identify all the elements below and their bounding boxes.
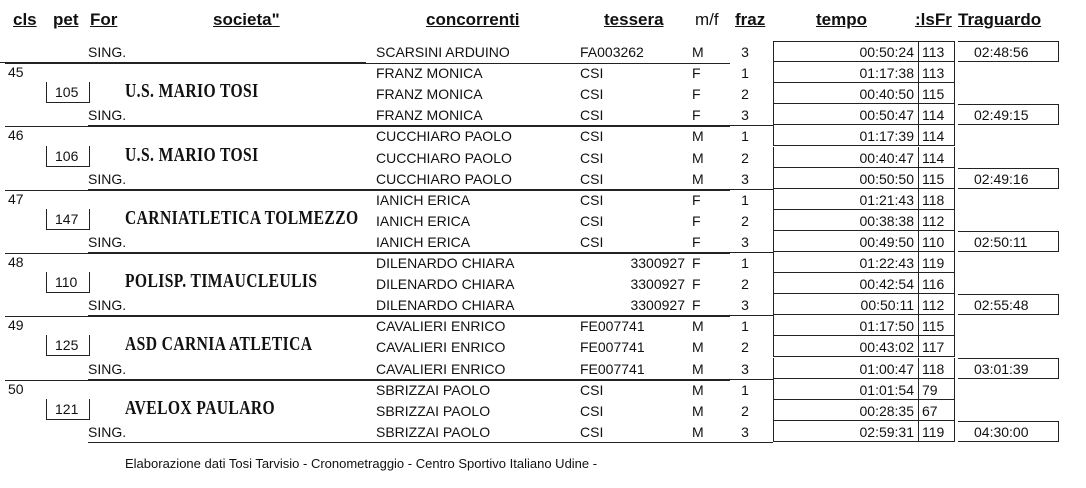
time-cell-border <box>773 400 774 421</box>
leg-rank: 118 <box>922 191 945 208</box>
time-cell-border <box>773 124 954 125</box>
rank-cell-border <box>954 400 955 421</box>
header-cls: cls <box>13 10 37 29</box>
competitor-sex: M <box>692 423 704 440</box>
leg-number: 2 <box>741 86 749 103</box>
bib-number: 105 <box>55 84 79 101</box>
group-divider <box>5 126 730 127</box>
competitor-card: CSI <box>580 212 604 229</box>
time-cell-border <box>773 378 954 379</box>
leg-rank: 117 <box>922 339 945 356</box>
leg-rank: 112 <box>922 297 945 314</box>
time-cell-border <box>773 82 954 83</box>
leg-number: 2 <box>741 276 749 293</box>
leg-rank: 115 <box>922 86 945 103</box>
rank-cell-border <box>954 41 955 62</box>
group-divider <box>5 63 730 64</box>
leg-time: 01:01:54 <box>859 381 914 398</box>
leg-number: 2 <box>741 212 749 229</box>
time-cell-border <box>773 358 774 379</box>
finish-cell-border <box>958 41 1058 42</box>
single-label: SING. <box>88 423 127 440</box>
competitor-card: CSI <box>580 423 604 440</box>
time-cell-border <box>918 400 919 421</box>
time-cell-border <box>773 336 774 357</box>
time-cell-border <box>773 294 774 315</box>
rank-cell-border <box>954 336 955 357</box>
header-clsfr: :lsFr <box>915 10 952 29</box>
team-name: POLISP. TIMAUCLEULIS <box>125 270 318 293</box>
leg-time: 00:28:35 <box>859 402 914 419</box>
bib-number: 110 <box>55 274 78 291</box>
time-cell-border <box>773 315 774 336</box>
finish-time: 02:50:11 <box>974 233 1028 250</box>
footer-credits: Elaborazione dati Tosi Tarvisio - Cronometraggio - Centro Sportivo Italiano Udine - <box>125 456 598 471</box>
leg-number: 3 <box>741 44 749 60</box>
competitor-card: 3300927 <box>630 297 685 314</box>
single-label: SING. <box>88 360 127 377</box>
leg-number: 3 <box>741 423 749 440</box>
header-mf: m/f <box>695 10 719 29</box>
leg-number: 3 <box>741 170 749 187</box>
leg-rank: 114 <box>922 149 945 166</box>
rank-cell-border <box>954 294 955 315</box>
time-cell-border <box>773 209 954 210</box>
header-pet: pet <box>53 10 79 29</box>
finish-cell-border <box>958 314 1058 315</box>
time-cell-border <box>773 251 954 252</box>
competitor-card: CSI <box>580 402 604 419</box>
leg-rank: 115 <box>922 318 945 335</box>
finish-cell-border <box>958 358 1058 359</box>
competitor-name: SCARSINI ARDUINO <box>376 44 510 60</box>
finish-cell-border <box>1058 104 1059 125</box>
leg-time: 00:50:50 <box>859 170 914 187</box>
leg-rank: 79 <box>922 381 938 398</box>
competitor-name: CAVALIERI ENRICO <box>376 318 506 335</box>
time-cell-border <box>773 399 954 400</box>
competitor-card: CSI <box>580 191 604 208</box>
competitor-sex: M <box>692 170 704 187</box>
bib-number: 147 <box>55 210 79 227</box>
header-tempo: tempo <box>816 10 867 29</box>
leg-number: 1 <box>741 128 749 145</box>
finish-cell-border <box>958 61 1058 62</box>
rank-cell-border <box>954 379 955 400</box>
time-cell-border <box>918 421 919 442</box>
header-traguardo: Traguardo <box>958 10 1042 29</box>
time-cell-border <box>918 125 919 146</box>
finish-time: 02:55:48 <box>974 297 1029 314</box>
finish-cell-border <box>958 378 1058 379</box>
finish-cell-border <box>1058 358 1059 379</box>
time-cell-border <box>773 230 954 231</box>
time-cell-border <box>918 62 919 83</box>
rank-position: 46 <box>8 127 24 144</box>
finish-time: 02:48:56 <box>974 44 1029 60</box>
competitor-name: IANICH ERICA <box>376 191 471 208</box>
leg-number: 3 <box>741 233 749 250</box>
rank-cell-border <box>954 273 955 294</box>
time-cell-border <box>918 315 919 336</box>
single-label: SING. <box>88 170 127 187</box>
header-fraz: fraz <box>735 10 766 29</box>
header-for: For <box>90 10 118 29</box>
rank-cell-border <box>954 189 955 210</box>
finish-cell-border <box>958 168 1058 169</box>
header-societa: societa" <box>213 10 280 29</box>
leg-rank: 110 <box>922 233 945 250</box>
finish-cell-border <box>958 251 1058 252</box>
time-cell-border <box>918 168 919 189</box>
time-cell-border <box>773 168 774 189</box>
competitor-name: DILENARDO CHIARA <box>376 297 515 314</box>
time-cell-border <box>773 61 954 62</box>
leg-number: 2 <box>741 339 749 356</box>
leg-number: 1 <box>741 255 749 271</box>
rank-cell-border <box>954 231 955 252</box>
time-cell-border <box>773 210 774 231</box>
finish-cell-border <box>1058 294 1059 315</box>
leg-time: 00:50:24 <box>859 44 914 60</box>
leg-time: 01:00:47 <box>859 360 914 377</box>
leg-time: 01:17:39 <box>859 128 914 145</box>
competitor-name: DILENARDO CHIARA <box>376 276 515 293</box>
competitor-sex: M <box>692 318 704 335</box>
competitor-name: SBRIZZAI PAOLO <box>376 381 491 398</box>
time-cell-border <box>773 272 954 273</box>
header-concorrenti: concorrenti <box>426 10 520 29</box>
leg-time: 00:50:47 <box>859 107 914 124</box>
time-cell-border <box>918 231 919 252</box>
competitor-sex: F <box>692 65 701 82</box>
rank-cell-border <box>954 168 955 189</box>
bib-number: 125 <box>55 337 79 354</box>
leg-rank: 116 <box>922 276 945 293</box>
competitor-card: CSI <box>580 107 604 124</box>
time-cell-border <box>773 104 774 125</box>
group-divider <box>5 380 730 381</box>
time-cell-border <box>918 273 919 294</box>
competitor-card: FE007741 <box>580 360 645 377</box>
leg-time: 00:42:54 <box>859 276 914 293</box>
competitor-card: FE007741 <box>580 339 645 356</box>
finish-cell-border <box>1058 421 1059 442</box>
leg-time: 00:40:50 <box>859 86 914 103</box>
rank-cell-border <box>954 125 955 146</box>
leg-number: 3 <box>741 360 749 377</box>
finish-cell-border <box>1058 41 1059 62</box>
rank-cell-border <box>954 315 955 336</box>
finish-cell-border <box>958 421 1058 422</box>
competitor-name: SBRIZZAI PAOLO <box>376 402 491 419</box>
competitor-name: SBRIZZAI PAOLO <box>376 423 491 440</box>
leg-time: 01:17:38 <box>859 65 914 82</box>
time-cell-border <box>918 294 919 315</box>
leg-time: 01:21:43 <box>859 191 914 208</box>
leg-number: 2 <box>741 149 749 166</box>
rank-cell-border <box>954 104 955 125</box>
leg-rank: 112 <box>922 212 945 229</box>
team-name: AVELOX PAULARO <box>125 396 276 419</box>
time-cell-border <box>773 189 774 210</box>
leg-time: 00:38:38 <box>859 212 914 229</box>
time-cell-border <box>918 358 919 379</box>
finish-cell-border <box>958 124 1058 125</box>
competitor-sex: F <box>692 191 701 208</box>
leg-time: 00:40:47 <box>859 149 914 166</box>
time-cell-border <box>918 252 919 273</box>
team-name: U.S. MARIO TOSI <box>125 80 259 103</box>
time-cell-border <box>773 188 954 189</box>
row-divider <box>88 442 773 443</box>
competitor-sex: M <box>692 44 704 60</box>
time-cell-border <box>773 252 774 273</box>
leg-rank: 115 <box>922 170 945 187</box>
rank-position: 50 <box>8 380 24 397</box>
leg-number: 2 <box>741 402 749 419</box>
competitor-name: CAVALIERI ENRICO <box>376 360 506 377</box>
rank-position: 47 <box>8 190 24 207</box>
competitor-sex: M <box>692 149 704 166</box>
finish-cell-border <box>958 294 1058 295</box>
leg-number: 1 <box>741 318 749 335</box>
time-cell-border <box>773 125 774 146</box>
group-divider <box>5 190 730 191</box>
leg-rank: 119 <box>922 423 945 440</box>
leg-time: 02:59:31 <box>859 423 914 440</box>
time-cell-border <box>918 147 919 168</box>
competitor-name: FRANZ MONICA <box>376 86 483 103</box>
rank-position: 49 <box>8 317 24 334</box>
competitor-sex: F <box>692 255 701 271</box>
time-cell-border <box>773 335 954 336</box>
time-cell-border <box>773 167 954 168</box>
leg-number: 1 <box>741 65 749 82</box>
time-cell-border <box>773 356 954 357</box>
competitor-sex: F <box>692 276 701 293</box>
leg-rank: 113 <box>922 44 945 60</box>
leg-rank: 113 <box>922 65 945 82</box>
leg-time: 01:17:50 <box>859 318 914 335</box>
time-cell-border <box>773 293 954 294</box>
competitor-sex: M <box>692 381 704 398</box>
finish-time: 03:01:39 <box>974 360 1029 377</box>
rank-cell-border <box>954 421 955 442</box>
time-cell-border <box>773 441 954 442</box>
competitor-name: CUCCHIARO PAOLO <box>376 128 512 145</box>
competitor-card: 3300927 <box>630 276 685 293</box>
finish-cell-border <box>958 104 1058 105</box>
competitor-name: IANICH ERICA <box>376 212 471 229</box>
time-cell-border <box>773 421 774 442</box>
single-label: SING. <box>88 233 127 250</box>
rank-cell-border <box>954 147 955 168</box>
time-cell-border <box>918 336 919 357</box>
rank-cell-border <box>954 83 955 104</box>
rank-cell-border <box>954 210 955 231</box>
competitor-card: CSI <box>580 128 604 145</box>
competitor-card: CSI <box>580 381 604 398</box>
leg-number: 3 <box>741 297 749 314</box>
team-name: CARNIATLETICA TOLMEZZO <box>125 206 359 229</box>
rank-cell-border <box>954 62 955 83</box>
time-cell-border <box>773 379 774 400</box>
team-name: ASD CARNIA ATLETICA <box>125 333 313 356</box>
leg-time: 00:43:02 <box>859 339 914 356</box>
competitor-card: FA003262 <box>580 44 644 60</box>
leg-rank: 119 <box>922 255 945 271</box>
time-cell-border <box>773 273 774 294</box>
single-label: SING. <box>88 107 127 124</box>
competitor-card: CSI <box>580 233 604 250</box>
time-cell-border <box>773 420 954 421</box>
time-cell-border <box>918 379 919 400</box>
time-cell-border <box>773 41 774 62</box>
leg-rank: 118 <box>922 360 945 377</box>
bib-number: 121 <box>55 400 79 417</box>
team-name: U.S. MARIO TOSI <box>125 143 259 166</box>
finish-time: 04:30:00 <box>974 423 1029 440</box>
competitor-card: FE007741 <box>580 318 645 335</box>
time-cell-border <box>918 104 919 125</box>
header-tessera: tessera <box>604 10 664 29</box>
competitor-name: FRANZ MONICA <box>376 107 483 124</box>
time-cell-border <box>918 210 919 231</box>
finish-time: 02:49:15 <box>974 107 1029 124</box>
competitor-sex: F <box>692 212 701 229</box>
leg-time: 00:49:50 <box>859 233 914 250</box>
competitor-card: 3300927 <box>630 255 685 271</box>
rank-position: 45 <box>8 64 24 81</box>
competitor-card: CSI <box>580 170 604 187</box>
bib-number: 106 <box>55 147 79 164</box>
competitor-name: CAVALIERI ENRICO <box>376 339 506 356</box>
finish-time: 02:49:16 <box>974 170 1029 187</box>
leg-number: 1 <box>741 381 749 398</box>
finish-cell-border <box>958 188 1058 189</box>
time-cell-border <box>773 83 774 104</box>
competitor-sex: M <box>692 339 704 356</box>
competitor-sex: M <box>692 360 704 377</box>
competitor-sex: M <box>692 128 704 145</box>
competitor-name: IANICH ERICA <box>376 233 471 250</box>
leg-rank: 114 <box>922 107 945 124</box>
time-cell-border <box>773 103 954 104</box>
time-cell-border <box>773 145 954 146</box>
finish-cell-border <box>958 231 1058 232</box>
competitor-sex: M <box>692 402 704 419</box>
finish-cell-border <box>958 441 1058 442</box>
time-cell-border <box>773 231 774 252</box>
time-cell-border <box>773 314 954 315</box>
time-cell-border <box>918 41 919 62</box>
finish-cell-border <box>1058 168 1059 189</box>
leg-number: 1 <box>741 191 749 208</box>
leg-rank: 67 <box>922 402 938 419</box>
competitor-card: CSI <box>580 86 604 103</box>
finish-cell-border <box>1058 231 1059 252</box>
competitor-sex: F <box>692 86 701 103</box>
rank-position: 48 <box>8 254 24 270</box>
competitor-sex: F <box>692 233 701 250</box>
rank-cell-border <box>954 358 955 379</box>
time-cell-border <box>773 62 774 83</box>
competitor-name: CUCCHIARO PAOLO <box>376 170 512 187</box>
competitor-name: FRANZ MONICA <box>376 65 483 82</box>
competitor-name: DILENARDO CHIARA <box>376 255 515 271</box>
time-cell-border <box>918 189 919 210</box>
competitor-card: CSI <box>580 65 604 82</box>
leg-time: 00:50:11 <box>860 297 914 314</box>
competitor-sex: F <box>692 297 701 314</box>
leg-rank: 114 <box>922 128 945 145</box>
competitor-name: CUCCHIARO PAOLO <box>376 149 512 166</box>
single-label: SING. <box>88 44 127 60</box>
competitor-sex: F <box>692 107 701 124</box>
leg-number: 3 <box>741 107 749 124</box>
rank-cell-border <box>954 252 955 273</box>
time-cell-border <box>918 83 919 104</box>
time-cell-border <box>773 147 774 168</box>
single-label: SING. <box>88 297 127 314</box>
leg-time: 01:22:43 <box>859 255 914 271</box>
competitor-card: CSI <box>580 149 604 166</box>
